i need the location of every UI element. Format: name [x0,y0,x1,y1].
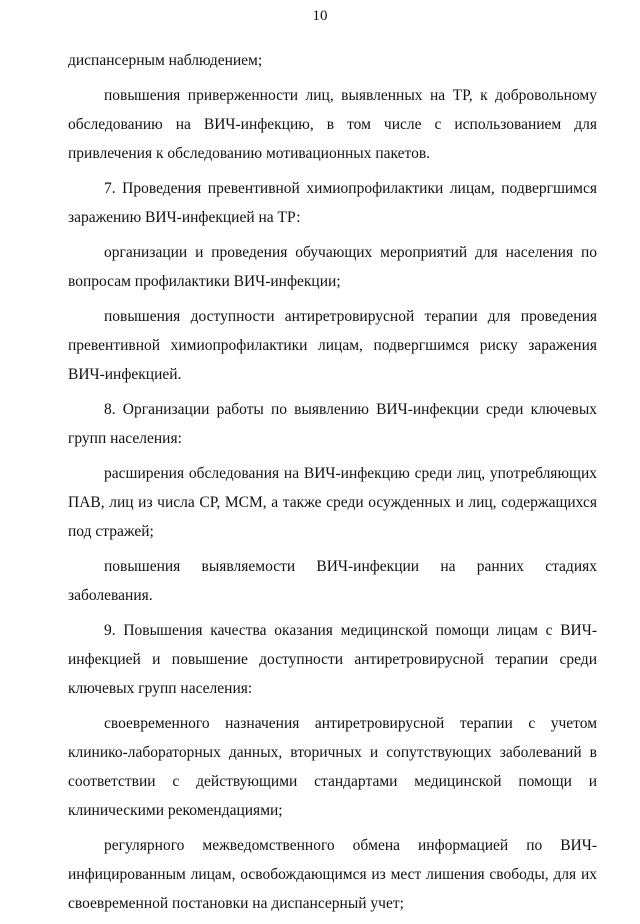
paragraph: 7. Проведения превентивной химиопрофилактики лицам, подвергшимся заражению ВИЧ-инфекцией на ТР: [68,180,597,226]
paragraph: 9. Повышения качества оказания медицинской помощи лицам с ВИЧ-инфекцией и повышение доступности антиретровирусной терапии среди ключевых групп населения: [68,622,597,697]
paragraph: регулярного межведомственного обмена информацией по ВИЧ-инфицированным лицам, освобождающимся из мест лишения свободы, для их своевременной постановки на диспансерный учет; [68,837,597,912]
paragraph: повышения доступности антиретровирусной терапии для проведения превентивной химиопрофилактики лицам, подвергшимся риску заражения ВИЧ-инфекцией. [68,308,597,383]
paragraph: диспансерным наблюдением; [68,52,263,69]
paragraph: расширения обследования на ВИЧ-инфекцию среди лиц, употребляющих ПАВ, лиц из числа СР, МСМ, а также среди осужденных и лиц, содержащихся под стражей; [68,465,597,540]
document-body [68,46,597,924]
paragraph: 8. Организации работы по выявлению ВИЧ-инфекции среди ключевых групп населения: [68,401,597,447]
paragraph: своевременного назначения антиретровирусной терапии с учетом клинико-лабораторных данных, вторичных и сопутствующих заболеваний в соответствии с действующими стандартами медицинской помощи и клиническими рекомендациями; [68,715,597,819]
paragraph: организации и проведения обучающих мероприятий для населения по вопросам профилактики ВИЧ-инфекции; [68,244,597,290]
page-number: 10 [312,8,328,24]
paragraph: повышения выявляемости ВИЧ-инфекции на ранних стадиях заболевания. [68,558,597,604]
paragraph: повышения приверженности лиц, выявленных на ТР, к добровольному обследованию на ВИЧ-инфекцию, в том числе с использованием для привлечения к обследованию мотивационных пакетов. [68,87,597,162]
